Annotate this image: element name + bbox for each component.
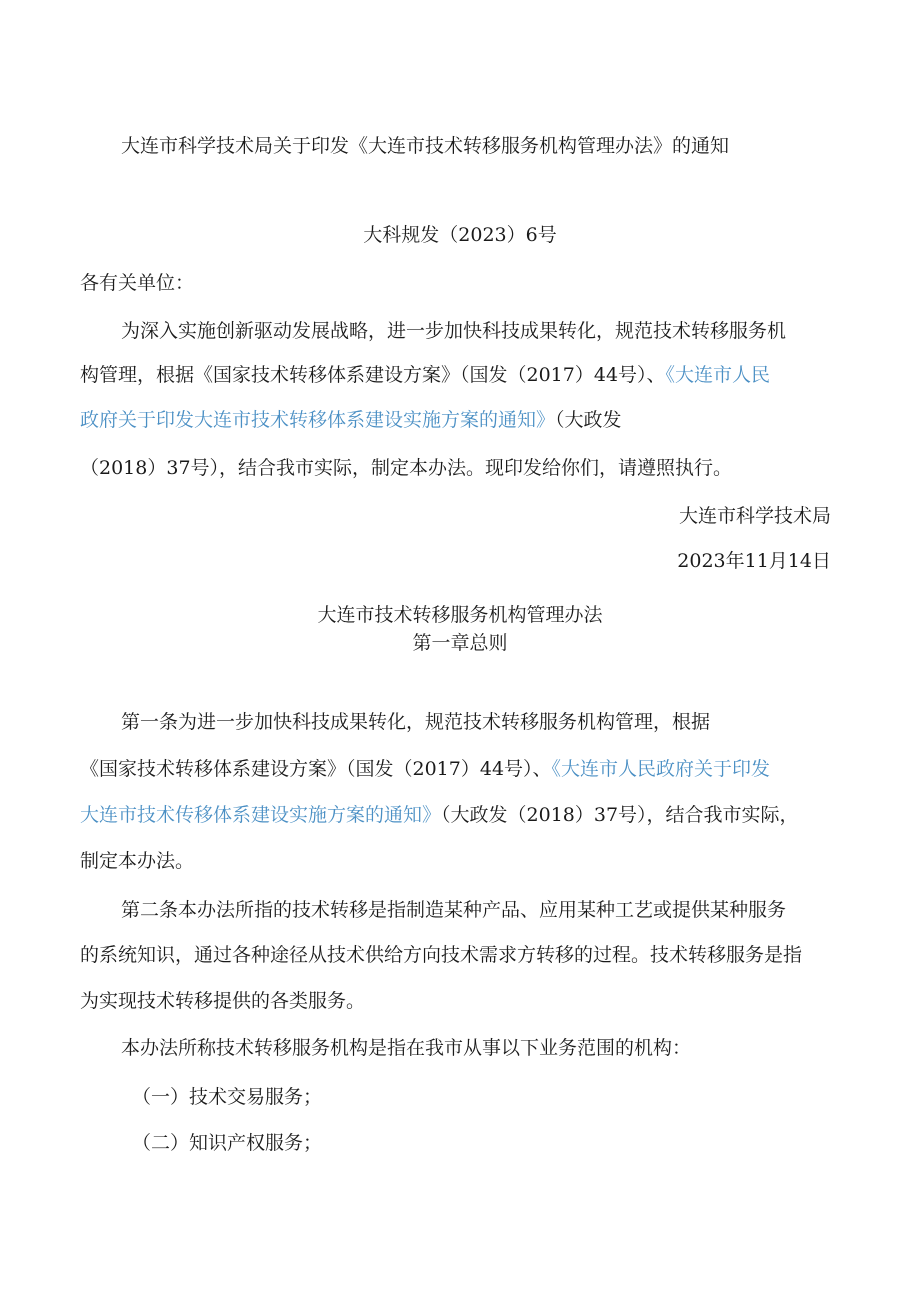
- article-line: 第二条本办法所指的技术转移是指制造某种产品、应用某种工艺或提供某种服务: [121, 899, 787, 921]
- article-text: （大政发（2018）37号），结合我市实际，: [441, 804, 799, 826]
- chapter-heading: 第一章总则: [412, 632, 508, 654]
- issuer: 大连市科学技术局: [678, 505, 831, 527]
- notice-title: 大连市科学技术局关于印发《大连市技术转移服务机构管理办法》的通知: [121, 135, 730, 157]
- article-text: 《国家技术转移体系建设方案》（国发（2017）44号）、: [80, 758, 552, 780]
- referenced-notice-link[interactable]: 《大连市人民: [665, 364, 771, 386]
- referenced-notice-link[interactable]: 政府关于印发大连市技术转移体系建设实施方案的通知》: [80, 409, 556, 431]
- salutation: 各有关单位：: [80, 272, 195, 294]
- article-line: 制定本办法。: [80, 850, 195, 872]
- body-text: （大政发: [555, 409, 622, 431]
- article-line: 的系统知识，通过各种途径从技术供给方向技术需求方转移的过程。技术转移服务是指: [80, 944, 803, 966]
- body-line: （2018）37号），结合我市实际，制定本办法。现印发给你们，请遵照执行。: [80, 457, 733, 479]
- measures-title: 大连市技术转移服务机构管理办法: [317, 604, 603, 626]
- body-line: 为深入实施创新驱动发展战略，进一步加快科技成果转化，规范技术转移服务机: [121, 320, 787, 342]
- article-line: [80, 756, 770, 782]
- list-item: （二）知识产权服务；: [132, 1132, 323, 1154]
- article-line: 为实现技术转移提供的各类服务。: [80, 990, 366, 1012]
- body-line: [80, 362, 770, 388]
- referenced-notice-link[interactable]: 大连市技术传移体系建设实施方案的通知》: [80, 804, 442, 826]
- article-line: 第一条为进一步加快科技成果转化，规范技术转移服务机构管理，根据: [121, 711, 711, 733]
- issue-date: 2023年11月14日: [677, 550, 831, 572]
- body-text: 构管理，根据《国家技术转移体系建设方案》（国发（2017）44号）、: [80, 364, 666, 386]
- referenced-notice-link[interactable]: 《大连市人民政府关于印发: [551, 758, 771, 780]
- article-line: [80, 802, 799, 828]
- doc-number: 大科规发（2023）6号: [363, 224, 557, 246]
- list-item: （一）技术交易服务；: [132, 1086, 323, 1108]
- body-line: [80, 407, 622, 433]
- scope-intro: 本办法所称技术转移服务机构是指在我市从事以下业务范围的机构：: [121, 1037, 692, 1059]
